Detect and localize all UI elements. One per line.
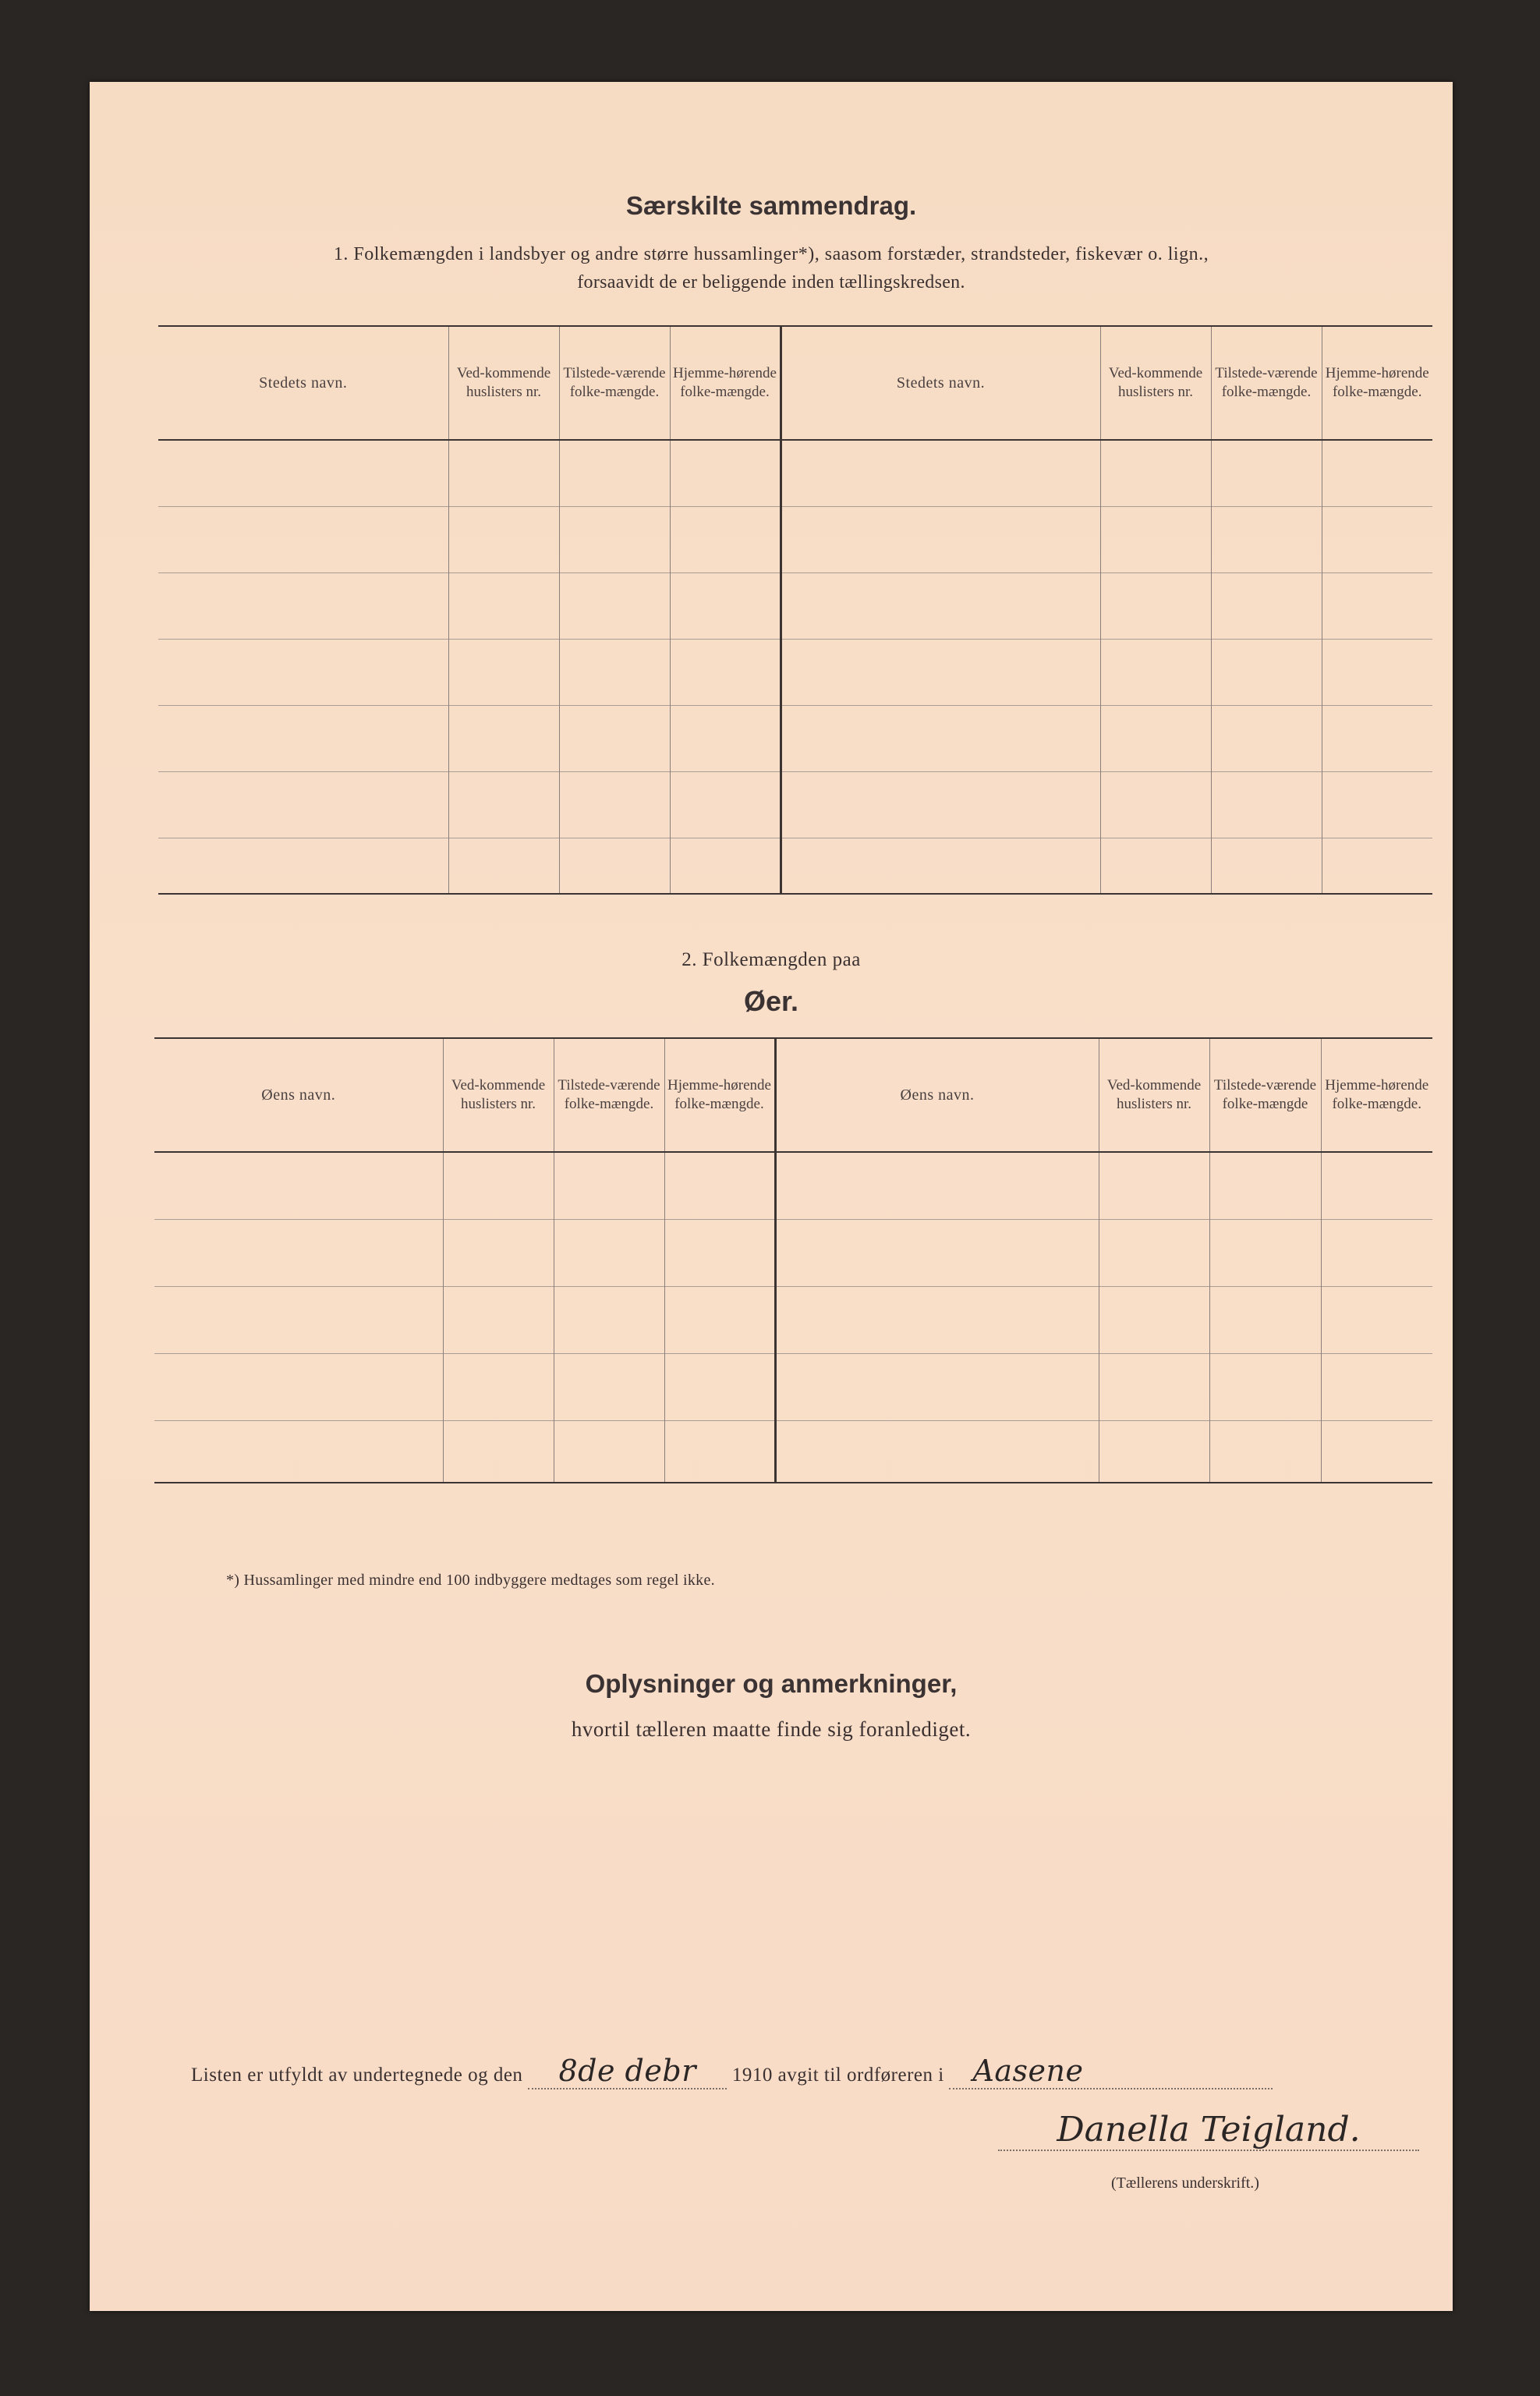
col-header-resident-population: Hjemme-hørende folke-mængde. [670, 326, 781, 440]
col-header-present-population: Tilstede-værende folke-mængde. [559, 326, 670, 440]
table-row [154, 1420, 1432, 1483]
col-header-place-name-right: Stedets navn. [781, 326, 1100, 440]
signature-caption: (Tællerens underskrift.) [1111, 2174, 1259, 2192]
place-handwritten: Aasene [972, 2054, 1084, 2088]
table-row [158, 440, 1432, 506]
section1-intro-line1: 1. Folkemængden i landsbyer og andre større hussamlinger*), saasom forstæder, strandsteder, fiskevær o. lign., [333, 244, 1209, 264]
col-header-houselist-nr: Ved-kommende huslisters nr. [448, 326, 559, 440]
section2-subtitle: 2. Folkemængden paa [681, 949, 861, 970]
statement-text-2: avgit til ordføreren i [777, 2065, 944, 2086]
table-row [158, 838, 1432, 894]
section2-title: Øer. [743, 985, 799, 1017]
col-header-houselist-nr-right: Ved-kommende huslisters nr. [1099, 1038, 1209, 1152]
footnote: *) Hussamlinger med mindre end 100 indbyggere medtages som regel ikke. [226, 1572, 715, 1589]
table-row [158, 572, 1432, 639]
statement-text-1: Listen er utfyldt av undertegnede og den [191, 2065, 523, 2086]
section1-title: Særskilte sammendrag. [625, 191, 917, 220]
remarks-subtitle: hvortil tælleren maatte finde sig foranlediget. [571, 1717, 972, 1741]
section2-table [154, 1037, 1432, 1483]
col-header-present-population-right: Tilstede-værende folke-mængde [1209, 1038, 1321, 1152]
year: 1910 [731, 2065, 773, 2086]
section1-intro-line2: forsaavidt de er beliggende inden tællingskredsen. [577, 272, 965, 292]
col-header-resident-population-right: Hjemme-hørende folke-mængde. [1321, 1038, 1432, 1152]
signature-field[interactable] [998, 2110, 1419, 2151]
table-row [158, 771, 1432, 838]
completion-statement [191, 2054, 1273, 2089]
col-header-place-name: Stedets navn. [158, 326, 448, 440]
col-header-houselist-nr-right: Ved-kommende huslisters nr. [1100, 326, 1211, 440]
col-header-resident-population: Hjemme-hørende folke-mængde. [664, 1038, 775, 1152]
table-row [158, 639, 1432, 705]
municipality-field[interactable] [949, 2054, 1273, 2089]
col-header-houselist-nr: Ved-kommende huslisters nr. [443, 1038, 554, 1152]
section1-table [158, 325, 1432, 895]
date-handwritten: 8de debr [558, 2054, 696, 2088]
col-header-island-name: Øens navn. [154, 1038, 443, 1152]
col-header-present-population: Tilstede-værende folke-mængde. [554, 1038, 664, 1152]
census-form-page [90, 82, 1453, 2311]
table-row [154, 1219, 1432, 1286]
signer-handwritten: Danella Teigland. [1057, 2110, 1361, 2150]
table-row [154, 1353, 1432, 1420]
col-header-island-name-right: Øens navn. [775, 1038, 1099, 1152]
col-header-present-population-right: Tilstede-værende folke-mængde. [1211, 326, 1322, 440]
table-row [154, 1286, 1432, 1353]
table-row [158, 705, 1432, 771]
remarks-title: Oplysninger og anmerkninger, [585, 1669, 958, 1698]
table-row [158, 506, 1432, 572]
date-field[interactable] [528, 2054, 727, 2089]
table-row [154, 1152, 1432, 1219]
col-header-resident-population-right: Hjemme-hørende folke-mængde. [1322, 326, 1432, 440]
